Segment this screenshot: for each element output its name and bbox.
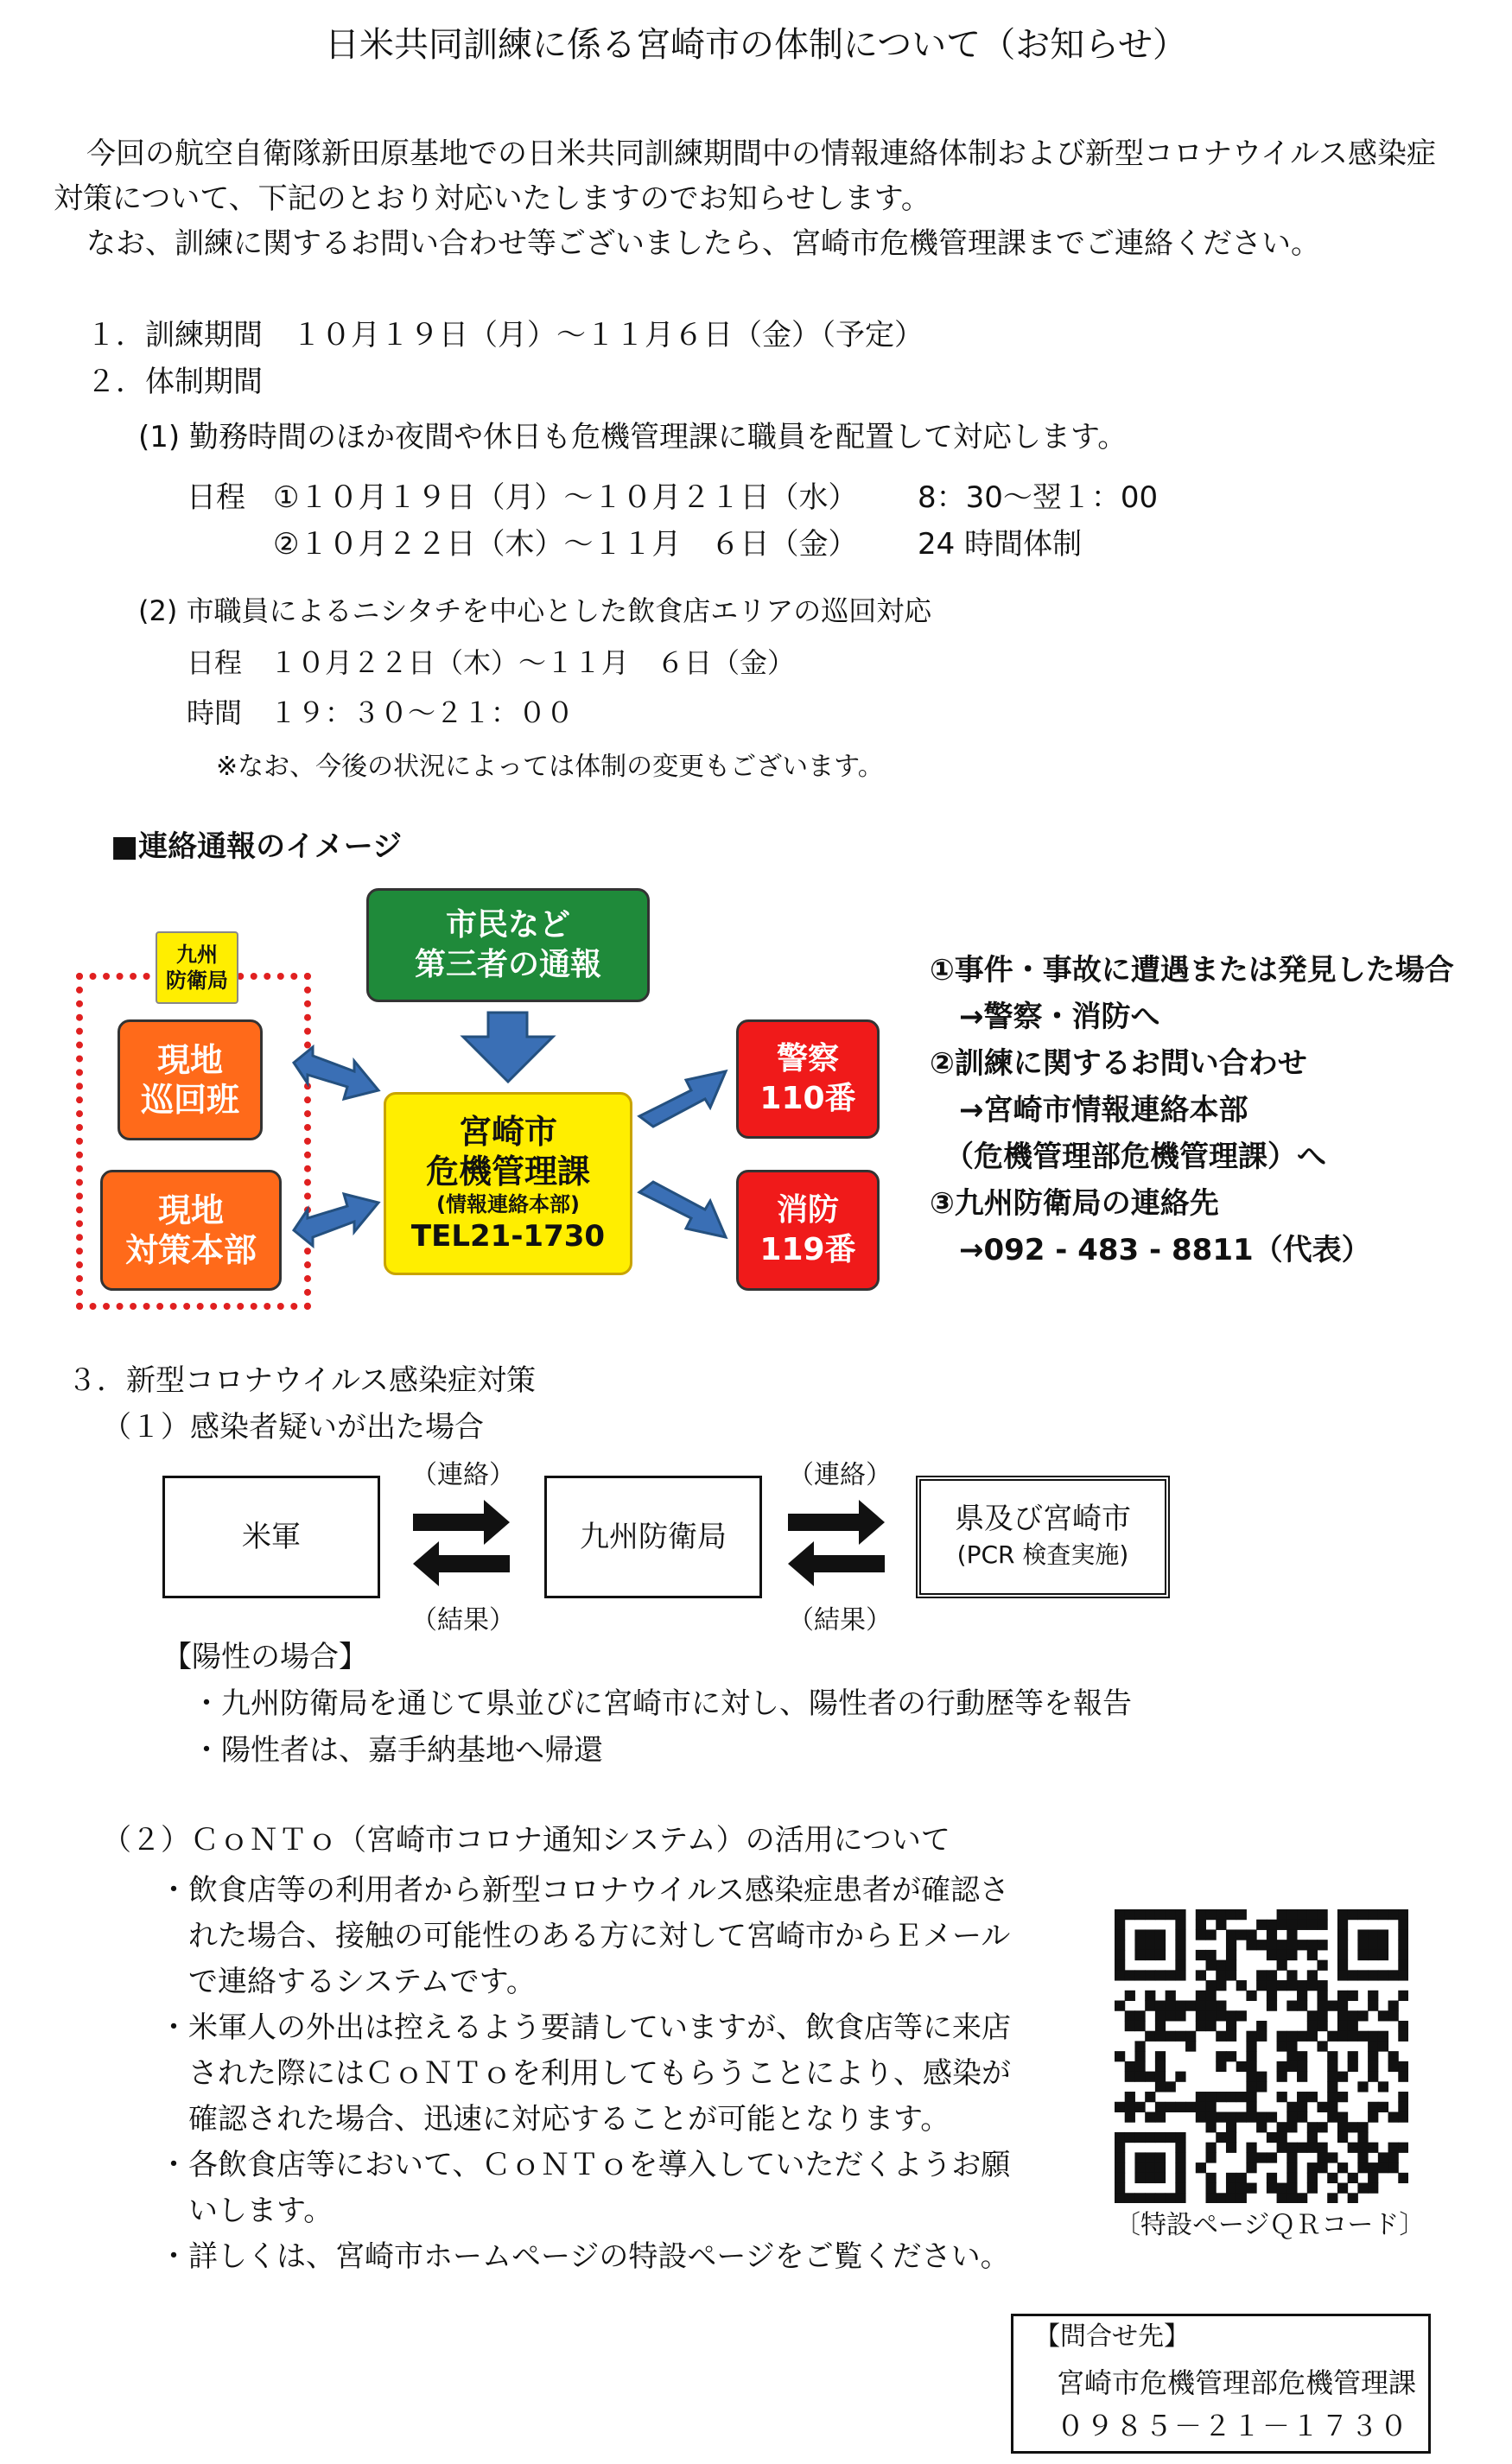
section2-item1-label: (1) 勤務時間のほか夜間や休日も危機管理課に職員を配置して対応します。 bbox=[138, 420, 1128, 454]
schedule-row1-dates: ①１０月１９日（月）～１０月２１日（水） bbox=[273, 480, 858, 515]
fire-line1: 消防 bbox=[776, 1192, 839, 1228]
flow-result-label-2: （結果） bbox=[788, 1605, 892, 1635]
conto-line-7: ・各飲食店等において、ＣｏＮＴｏを導入していただくようお願 bbox=[159, 2148, 1011, 2182]
patrol-line1: 現地 bbox=[156, 1041, 223, 1079]
flow-contact-label-1: （連絡） bbox=[411, 1460, 515, 1490]
conto-line-5: された際にはＣｏＮＴｏを利用してもらうことにより、感染が bbox=[159, 2056, 1011, 2091]
patrol-schedule: 日程 １０月２２日（木）～１１月 ６日（金） bbox=[187, 646, 796, 679]
citizen-line1: 市民など bbox=[445, 907, 570, 943]
section3-heading: ３．新型コロナウイルス感染症対策 bbox=[67, 1363, 536, 1398]
flow-result-label-1: （結果） bbox=[411, 1605, 515, 1635]
change-note: ※なお、今後の状況によっては体制の変更もございます。 bbox=[216, 752, 884, 782]
flow-box3-line2: (PCR 検査実施) bbox=[956, 1540, 1129, 1569]
section2-heading: ２．体制期間 bbox=[86, 365, 263, 399]
qr-code-image[interactable] bbox=[1115, 1909, 1408, 2203]
intro-line-1: 今回の航空自衛隊新田原基地での日米共同訓練期間中の情報連絡体制および新型コロナウイルス感染症 bbox=[86, 137, 1436, 171]
citizen-line2: 第三者の通報 bbox=[414, 947, 601, 982]
contact-box bbox=[1011, 2314, 1431, 2454]
police-line1: 警察 bbox=[776, 1041, 839, 1076]
flow-arrow-right-2 bbox=[788, 1500, 885, 1545]
schedule-row1-time: 8：30～翌１：00 bbox=[918, 480, 1159, 515]
conto-line-6: 確認された場合、迅速に対応することが可能となります。 bbox=[159, 2102, 950, 2137]
flow-box3-line1: 県及び宮崎市 bbox=[955, 1502, 1131, 1536]
section3-sub1: （１）感染者疑いが出た場合 bbox=[102, 1410, 484, 1445]
section1-training-period: １．訓練期間 １０月１９日（月）～１１月６日（金）（予定） bbox=[86, 318, 924, 352]
contact-dept: 宮崎市危機管理部危機管理課 bbox=[1057, 2366, 1417, 2399]
note-2: ②訓練に関するお問い合わせ bbox=[930, 1046, 1307, 1081]
note-2-sub: →宮崎市情報連絡本部 bbox=[930, 1093, 1248, 1127]
schedule-row2-dates: ②１０月２２日（木）～１１月 ６日（金） bbox=[273, 527, 858, 562]
note-1-sub: →警察・消防へ bbox=[930, 1000, 1160, 1034]
contact-phone: ０９８５－２１－１７３０ bbox=[1057, 2410, 1410, 2442]
center-line3: (情報連絡本部) bbox=[436, 1192, 580, 1216]
section3-sub2: （２）ＣｏＮＴｏ（宮崎市コロナ通知システム）の活用について bbox=[102, 1823, 950, 1858]
hq-line2: 対策本部 bbox=[124, 1231, 257, 1269]
conto-line-9: ・詳しくは、宮崎市ホームページの特設ページをご覧ください。 bbox=[159, 2239, 1010, 2274]
conto-line-8: いします。 bbox=[159, 2194, 334, 2228]
note-3: ③九州防衛局の連絡先 bbox=[930, 1186, 1219, 1221]
center-line2: 危機管理課 bbox=[425, 1153, 590, 1191]
flow-contact-label-2: （連絡） bbox=[788, 1460, 892, 1490]
hq-line1: 現地 bbox=[157, 1191, 224, 1229]
flow-arrow-right-1 bbox=[413, 1500, 510, 1545]
section2-item2-label: (2) 市職員によるニシタチを中心とした飲食店エリアの巡回対応 bbox=[138, 594, 932, 627]
conto-line-3: で連絡するシステムです。 bbox=[159, 1965, 536, 1999]
conto-line-2: れた場合、接触の可能性のある方に対して宮崎市からＥメール bbox=[159, 1919, 1011, 1953]
flow-box1-label: 米軍 bbox=[242, 1520, 301, 1554]
contact-heading: 【問合せ先】 bbox=[1034, 2321, 1190, 2352]
conto-line-1: ・飲食店等の利用者から新型コロナウイルス感染症患者が確認さ bbox=[159, 1873, 1009, 1908]
positive-item-2: ・陽性者は、嘉手納基地へ帰還 bbox=[192, 1733, 603, 1768]
patrol-time: 時間 １９：３０～２１：００ bbox=[187, 696, 575, 729]
schedule-label: 日程 bbox=[187, 480, 245, 515]
intro-line-3: なお、訓練に関するお問い合わせ等ございましたら、宮崎市危機管理課までご連絡ください。 bbox=[86, 226, 1320, 261]
patrol-line2: 巡回班 bbox=[140, 1081, 239, 1119]
center-line1: 宮崎市 bbox=[458, 1113, 557, 1151]
conto-description bbox=[159, 1868, 1011, 2280]
page-title: 日米共同訓練に係る宮崎市の体制について（お知らせ） bbox=[325, 25, 1187, 65]
police-line2: 110番 bbox=[759, 1081, 856, 1116]
fire-line2: 119番 bbox=[759, 1232, 856, 1267]
note-1: ①事件・事故に遭遇または発見した場合 bbox=[930, 953, 1454, 988]
kyushu-tag-line1: 九州 bbox=[176, 943, 218, 967]
center-phone: TEL21-1730 bbox=[410, 1219, 606, 1254]
positive-item-1: ・九州防衛局を通じて県並びに宮崎市に対し、陽性者の行動歴等を報告 bbox=[192, 1686, 1132, 1721]
qr-caption: 〔特設ページＱＲコード〕 bbox=[1115, 2210, 1426, 2240]
intro-line-2: 対策について、下記のとおり対応いたしますのでお知らせします。 bbox=[54, 181, 931, 216]
flow-arrow-left-2 bbox=[788, 1541, 885, 1586]
flow-box2-label: 九州防衛局 bbox=[580, 1520, 727, 1554]
note-2-sub2: （危機管理部危機管理課）へ bbox=[930, 1140, 1326, 1174]
diagram-heading: ■連絡通報のイメージ bbox=[111, 829, 403, 864]
positive-heading: 【陽性の場合】 bbox=[162, 1640, 368, 1674]
schedule-row2-time: 24 時間体制 bbox=[918, 527, 1083, 562]
kyushu-tag-line2: 防衛局 bbox=[166, 968, 228, 993]
conto-line-4: ・米軍人の外出は控えるよう要請していますが、飲食店等に来店 bbox=[159, 2010, 1011, 2045]
note-3-sub: →092 - 483 - 8811（代表） bbox=[930, 1233, 1371, 1267]
flow-arrow-left-1 bbox=[413, 1541, 510, 1586]
